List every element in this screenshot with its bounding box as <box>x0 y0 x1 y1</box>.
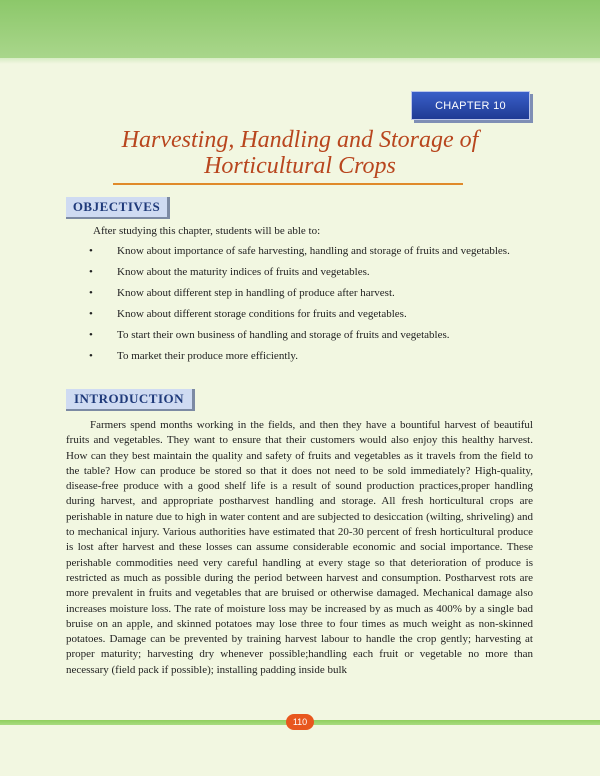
chapter-title-line2: Horticultural Crops <box>204 153 396 179</box>
list-item: • Know about different storage conditions for fruits and vegetables. <box>89 308 407 320</box>
chapter-title <box>60 127 540 179</box>
title-underline <box>113 183 463 185</box>
top-header-band <box>0 0 600 58</box>
introduction-body: Farmers spend months working in the fields, and then they have a bountiful harvest of beautiful fruits and vegetables. They want to ensure that their customers would also enjoy this healthy harvest. How can they best maintain the quality and safety of fruits and vegetables as it travels from the field to the table? How can produce be stored so that it does not need to be sold immediately? High-quality, disease-free produce with a good shelf life is a result of sound production practices,proper handling during harvest, and appropriate postharvest handling and storage. All fresh horticultural crops are perishable in nature due to high in water content and are subjected to desiccation (wilting, shriveling) and to mechanical injury. Various authorities have estimated that 20-30 percent of fresh horticultural produce is lost after harvest and these losses can assume considerable economic and social importance. These perishable commodities need very careful handling at every stage so that deterioration of produce is restricted as much as possible during the period between harvest and consumption. Postharvest rots are more prevalent in fruits and vegetables that are bruised or otherwise damaged. Mechanical damage also increases moisture loss. The rate of moisture loss may be increased by as much as 400% by a single bad bruise on an apple, and skinned potatoes may lose three to four times as much weight as non-skinned potatoes. Damage can be prevented by training harvest labour to handle the crop gently; harvesting at proper maturity; harvesting dry whenever possible;handling each fruit or vegetable no more than necessary (field pack if possible); installing padding inside bulk <box>66 419 533 676</box>
introduction-heading: INTRODUCTION <box>66 389 195 411</box>
bullet-icon: • <box>89 245 93 257</box>
list-item: • To start their own business of handling and storage of fruits and vegetables. <box>89 329 450 341</box>
bullet-icon: • <box>89 329 93 341</box>
bullet-icon: • <box>89 350 93 362</box>
bullet-icon: • <box>89 308 93 320</box>
bullet-icon: • <box>89 287 93 299</box>
objectives-heading: OBJECTIVES <box>66 197 170 219</box>
objectives-list <box>87 244 533 370</box>
objectives-lead: After studying this chapter, students will be able to: <box>93 225 321 237</box>
bullet-icon: • <box>89 266 93 278</box>
page-number: 110 <box>286 714 314 730</box>
list-item: • To market their produce more efficiently. <box>89 350 298 362</box>
list-item: • Know about different step in handling of produce after harvest. <box>89 287 395 299</box>
chapter-badge: CHAPTER 10 <box>411 91 530 120</box>
list-item: • Know about importance of safe harvesting, handling and storage of fruits and vegetables. <box>89 245 510 257</box>
list-item: • Know about the maturity indices of fruits and vegetables. <box>89 266 370 278</box>
top-header-divider <box>0 58 600 64</box>
chapter-title-line1: Harvesting, Handling and Storage of <box>121 127 479 153</box>
